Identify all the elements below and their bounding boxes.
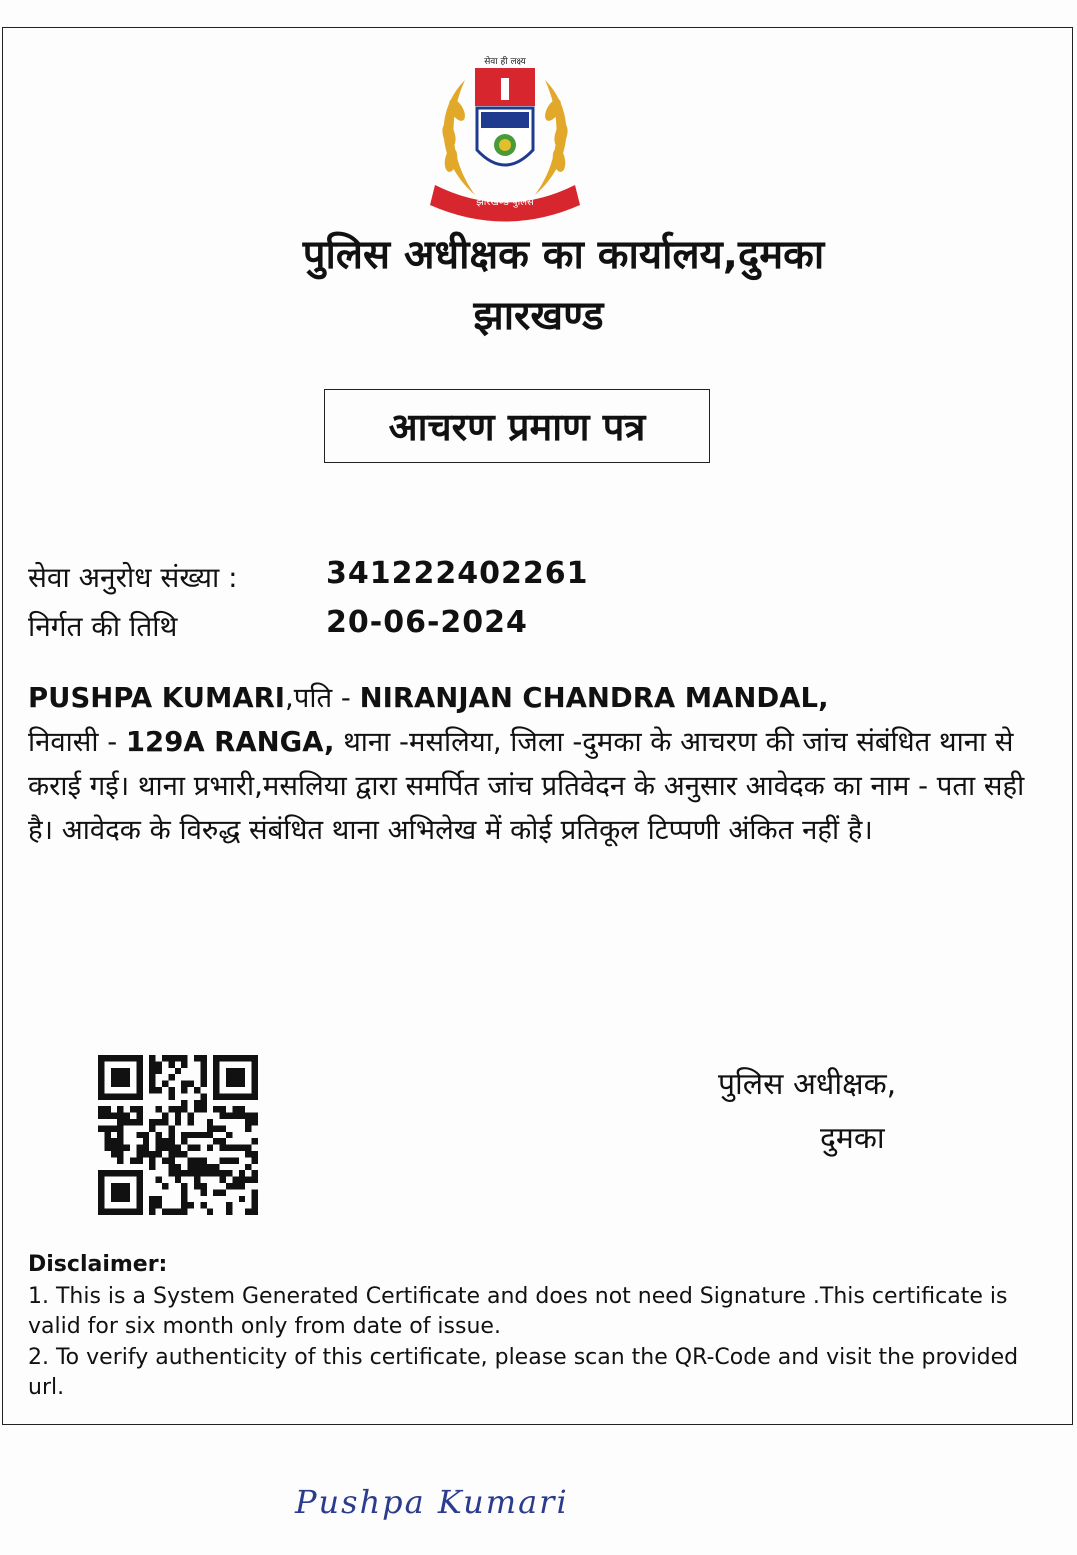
certificate-title: आचरण प्रमाण पत्र — [388, 405, 646, 449]
office-title: पुलिस अधीक्षक का कार्यालय,दुमका — [302, 232, 825, 278]
emblem-ribbon-text: झारखण्ड पुलिस — [476, 197, 534, 208]
disclaimer-item: 1. This is a System Generated Certificate and does not need Signature .This certificate is valid for six month only from date of issue. — [28, 1284, 1008, 1339]
certificate-statement: थाना -मसलिया, जिला -दुमका के आचरण की जांच संबंधित थाना से कराई गई। थाना प्रभारी,मसलिया द्वारा समर्पित जांच प्रतिवेदन के अनुसार आवेदक का नाम - पता सही है। आवेदक के विरुद्ध संबंधित थाना अभिलेख में कोई प्रतिकूल टिप्पणी अंकित नहीं है। — [28, 726, 1025, 846]
disclaimer-item: 2. To verify authenticity of this certificate, please scan the QR-Code and visit the provided url. — [28, 1345, 1019, 1400]
qr-code-icon[interactable] — [98, 1055, 258, 1215]
request-number-label: सेवा अनुरोध संख्या : — [28, 561, 238, 594]
state-title: झारखण्ड — [473, 293, 604, 339]
issue-date-value: 20-06-2024 — [326, 605, 528, 640]
handwritten-name: Pushpa Kumari — [295, 1483, 569, 1521]
applicant-name: PUSHPA KUMARI — [28, 682, 286, 714]
request-number-value: 341222402261 — [326, 556, 589, 591]
signatory-designation: पुलिस अधीक्षक, — [718, 1067, 897, 1102]
relation-label: ,पति - — [285, 682, 360, 714]
signatory-place: दुमका — [820, 1121, 885, 1156]
certificate-body — [28, 676, 1048, 852]
resident-label: निवासी - — [28, 726, 126, 758]
certificate-title-box — [324, 389, 710, 463]
disclaimer-title: Disclaimer: — [28, 1252, 168, 1277]
applicant-address: 129A RANGA, — [125, 726, 335, 758]
emblem-motto: सेवा ही लक्ष्य — [484, 57, 526, 67]
issue-date-label: निर्गत की तिथि — [28, 610, 178, 643]
relative-name: NIRANJAN CHANDRA MANDAL, — [359, 682, 829, 714]
